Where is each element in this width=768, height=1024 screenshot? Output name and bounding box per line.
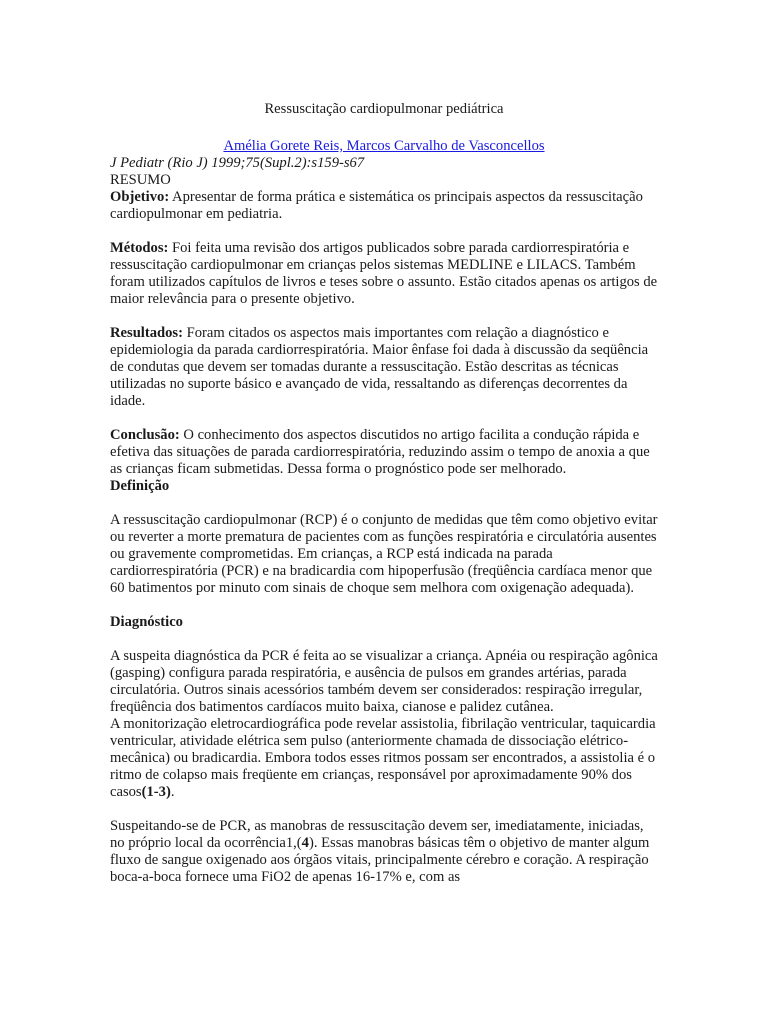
conclusao-label: Conclusão:	[110, 427, 180, 443]
objetivo-text: Apresentar de forma prática e sistemática os principais aspectos da ressuscitação cardiopulmonar em pediatria.	[110, 189, 643, 222]
document-page	[110, 101, 658, 886]
definicao-paragraph: A ressuscitação cardiopulmonar (RCP) é o conjunto de medidas que têm como objetivo evitar ou reverter a morte prematura de pacientes com as funções respiratória e circulatória ausentes ou gravemente comprometidas. Em crianças, a RCP está indicada na parada cardiorrespiratória (PCR) e na bradicardia com hipoperfusão (freqüência cardíaca menor que 60 batimentos por minuto com sinais de choque sem melhora com oxigenação adequada).	[110, 512, 658, 596]
authors-link[interactable]: Amélia Gorete Reis, Marcos Carvalho de Vasconcellos	[223, 138, 545, 154]
diagnostico-paragraph-2	[110, 716, 658, 801]
conclusao-text: O conhecimento dos aspectos discutidos no artigo facilita a condução rápida e efetiva das situações de parada cardiorrespiratória, reduzindo assim o tempo de anoxia a que as crianças ficam submetidas. Dessa forma o prognóstico pode ser melhorado.	[110, 427, 650, 477]
diagnostico-paragraph-3-rest: ). Essas manobras básicas têm o objetivo de manter algum fluxo de sangue oxigenado aos órgãos vitais, principalmente cérebro e coração. A respiração boca-a-boca fornece uma FiO2 de apenas 16-17% e, com as	[110, 835, 650, 885]
metodos-label: Métodos:	[110, 240, 169, 256]
diagnostico-heading: Diagnóstico	[110, 614, 183, 630]
metodos-text: Foi feita uma revisão dos artigos publicados sobre parada cardiorrespiratória e ressuscitação cardiopulmonar em crianças pelos sistemas MEDLINE e LILACS. Também foram utilizados capítulos de livros e teses sobre o assunto. Estão citados apenas os artigos de maior relevância para o presente objetivo.	[110, 240, 658, 307]
diagnostico-paragraph-2-end: .	[170, 784, 175, 800]
resultados-paragraph	[110, 325, 658, 410]
diagnostico-paragraph-1: A suspeita diagnóstica da PCR é feita ao se visualizar a criança. Apnéia ou respiração agônica (gasping) configura parada respiratória, e ausência de pulsos em grandes artérias, parada circulatória. Outros sinais acessórios também devem ser considerados: respiração irregular, freqüência dos batimentos cardíacos muito baixa, cianose e palidez cutânea.	[110, 648, 658, 715]
reference-1-3: (1-3)	[141, 784, 171, 800]
diagnostico-paragraph-3	[110, 818, 658, 886]
definicao-heading: Definição	[110, 478, 170, 494]
resultados-label: Resultados:	[110, 325, 183, 341]
objetivo-label: Objetivo:	[110, 189, 170, 205]
conclusao-paragraph	[110, 427, 658, 478]
journal-citation: J Pediatr (Rio J) 1999;75(Supl.2):s159-s67	[110, 155, 365, 171]
resumo-label: RESUMO	[110, 172, 171, 188]
resultados-text: Foram citados os aspectos mais importantes com relação a diagnóstico e epidemiologia da parada cardiorrespiratória. Maior ênfase foi dada à discussão da seqüência de condutas que devem ser tomadas durante a ressuscitação. Estão descritas as técnicas utilizadas no suporte básico e avançado de vida, ressaltando as diferenças decorrentes da idade.	[110, 325, 649, 409]
metodos-paragraph	[110, 240, 658, 308]
objetivo-paragraph	[110, 189, 658, 223]
diagnostico-paragraph-3-start: Suspeitando-se de PCR, as manobras de ressuscitação devem ser, imediatamente, iniciadas, no próprio local da ocorrência1,(	[110, 818, 644, 851]
document-title: Ressuscitação cardiopulmonar pediátrica	[264, 101, 504, 117]
diagnostico-paragraph-2-text: A monitorização eletrocardiográfica pode revelar assistolia, fibrilação ventricular, taquicardia ventricular, atividade elétrica sem pulso (anteriormente chamada de dissociação elétrico-mecânica) ou bradicardia. Embora todos esses ritmos possam ser encontrados, a assistolia é o ritmo de colapso mais freqüente em crianças, responsável por aproximadamente 90% dos casos	[110, 716, 656, 800]
reference-4: 4	[301, 835, 309, 851]
